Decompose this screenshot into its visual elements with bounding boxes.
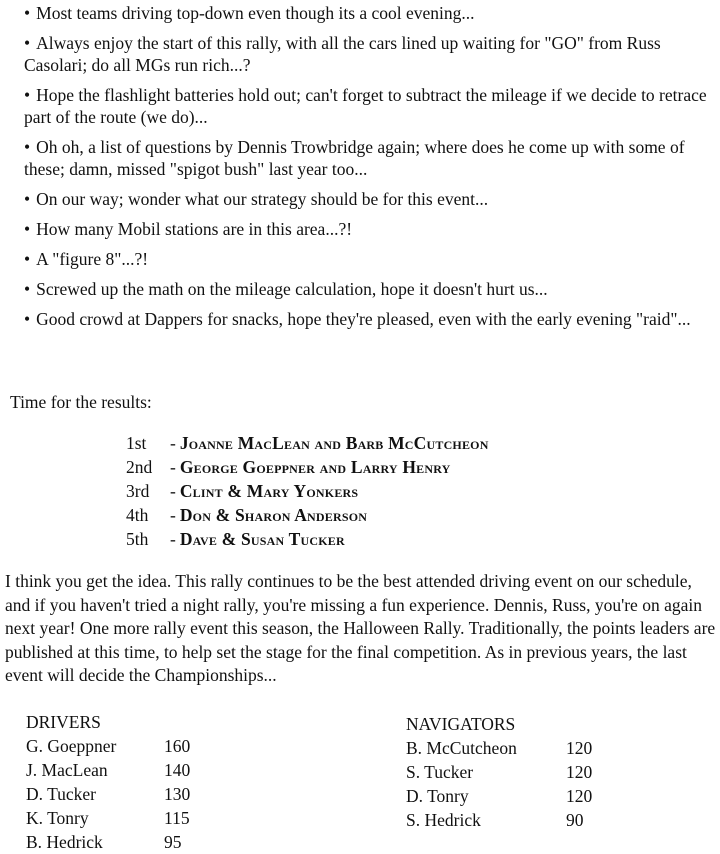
standings-row xyxy=(26,806,190,830)
result-names: Clint & Mary Yonkers xyxy=(179,481,359,501)
standings-points: 160 xyxy=(164,736,191,756)
bullet-mark: • xyxy=(24,219,31,239)
standings-name: B. Hedrick xyxy=(26,832,103,852)
bullet-mark: • xyxy=(24,3,31,23)
bullet-item xyxy=(24,136,718,180)
bullet-mark: • xyxy=(24,189,31,209)
bullet-item xyxy=(24,278,718,300)
standings-name: J. MacLean xyxy=(26,760,108,780)
standings-name: D. Tonry xyxy=(406,786,469,806)
bullet-mark: • xyxy=(24,33,31,53)
result-separator: - xyxy=(170,481,176,501)
bullet-item xyxy=(24,218,718,240)
result-row xyxy=(126,479,489,503)
closing-text: I think you get the idea. This rally continues to be the best attended driving event on our schedule, and if you haven't tried a night rally, you're missing a fun experience. Dennis, Russ, you're on again next year! One more rally event this season, the Halloween Rally. Traditionally, the points leaders are published at this time, to help set the stage for the final competition. As in previous years, the last event will decide the Championships... xyxy=(5,571,716,685)
result-names: Don & Sharon Anderson xyxy=(179,505,368,525)
standings-points: 95 xyxy=(164,832,182,852)
result-separator: - xyxy=(170,433,176,453)
standings-row xyxy=(406,760,592,784)
bullet-text: Good crowd at Dappers for snacks, hope they're pleased, even with the early evening "raid"... xyxy=(36,309,691,329)
result-row xyxy=(126,503,489,527)
bullet-text: A "figure 8"...?! xyxy=(36,249,149,269)
standings-name: K. Tonry xyxy=(26,808,89,828)
bullet-item xyxy=(24,188,718,210)
bullet-list xyxy=(24,2,718,338)
standings-name: S. Tucker xyxy=(406,762,474,782)
bullet-text: Always enjoy the start of this rally, with all the cars lined up waiting for "GO" from Russ Casolari; do all MGs run rich...? xyxy=(24,33,661,75)
standings-points: 120 xyxy=(566,738,593,758)
bullet-mark: • xyxy=(24,249,31,269)
result-place: 5th xyxy=(126,529,149,549)
standings-row xyxy=(406,808,592,832)
bullet-mark: • xyxy=(24,279,31,299)
standings-name: B. McCutcheon xyxy=(406,738,517,758)
bullet-mark: • xyxy=(24,309,31,329)
result-names: George Goeppner and Larry Henry xyxy=(179,457,451,477)
results-list xyxy=(126,431,489,551)
standings-points: 90 xyxy=(566,810,584,830)
result-row xyxy=(126,527,489,551)
standings-row xyxy=(26,782,190,806)
bullet-mark: • xyxy=(24,85,31,105)
bullet-text: Screwed up the math on the mileage calculation, hope it doesn't hurt us... xyxy=(36,279,548,299)
result-place: 4th xyxy=(126,505,149,525)
standings-row xyxy=(26,734,190,758)
standings-points: 140 xyxy=(164,760,191,780)
standings-row xyxy=(26,758,190,782)
result-separator: - xyxy=(170,529,176,549)
bullet-text: Hope the flashlight batteries hold out; can't forget to subtract the mileage if we decide to retrace part of the route (we do)... xyxy=(24,85,707,127)
result-place: 1st xyxy=(126,433,147,453)
result-place: 3rd xyxy=(126,481,150,501)
bullet-text: Oh oh, a list of questions by Dennis Trowbridge again; where does he come up with some of these; damn, missed "spigot bush" last year too... xyxy=(24,137,685,179)
result-names: Joanne MacLean and Barb McCutcheon xyxy=(179,433,489,453)
standings-row xyxy=(406,736,592,760)
bullet-text: Most teams driving top-down even though its a cool evening... xyxy=(36,3,475,23)
results-intro: Time for the results: xyxy=(10,392,152,412)
bullet-item xyxy=(24,248,718,270)
bullet-item xyxy=(24,84,718,128)
bullet-text: How many Mobil stations are in this area...?! xyxy=(36,219,353,239)
standings-name: G. Goeppner xyxy=(26,736,117,756)
standings-row xyxy=(406,784,592,808)
bullet-item xyxy=(24,308,718,330)
standings-name: D. Tucker xyxy=(26,784,97,804)
standings-points: 120 xyxy=(566,762,593,782)
drivers-standings xyxy=(26,710,190,854)
navigators-title: NAVIGATORS xyxy=(406,714,516,734)
bullet-text: On our way; wonder what our strategy should be for this event... xyxy=(36,189,489,209)
drivers-title: DRIVERS xyxy=(26,712,101,732)
bullet-item xyxy=(24,32,718,76)
standings-points: 120 xyxy=(566,786,593,806)
navigators-standings xyxy=(406,712,592,832)
result-separator: - xyxy=(170,505,176,525)
result-row xyxy=(126,431,489,455)
result-separator: - xyxy=(170,457,176,477)
standings-name: S. Hedrick xyxy=(406,810,481,830)
result-row xyxy=(126,455,489,479)
bullet-item xyxy=(24,2,718,24)
result-names: Dave & Susan Tucker xyxy=(179,529,345,549)
result-place: 2nd xyxy=(126,457,153,477)
standings-points: 115 xyxy=(164,808,190,828)
closing-paragraph xyxy=(5,570,717,688)
bullet-mark: • xyxy=(24,137,31,157)
standings-row xyxy=(26,830,190,854)
standings-points: 130 xyxy=(164,784,191,804)
